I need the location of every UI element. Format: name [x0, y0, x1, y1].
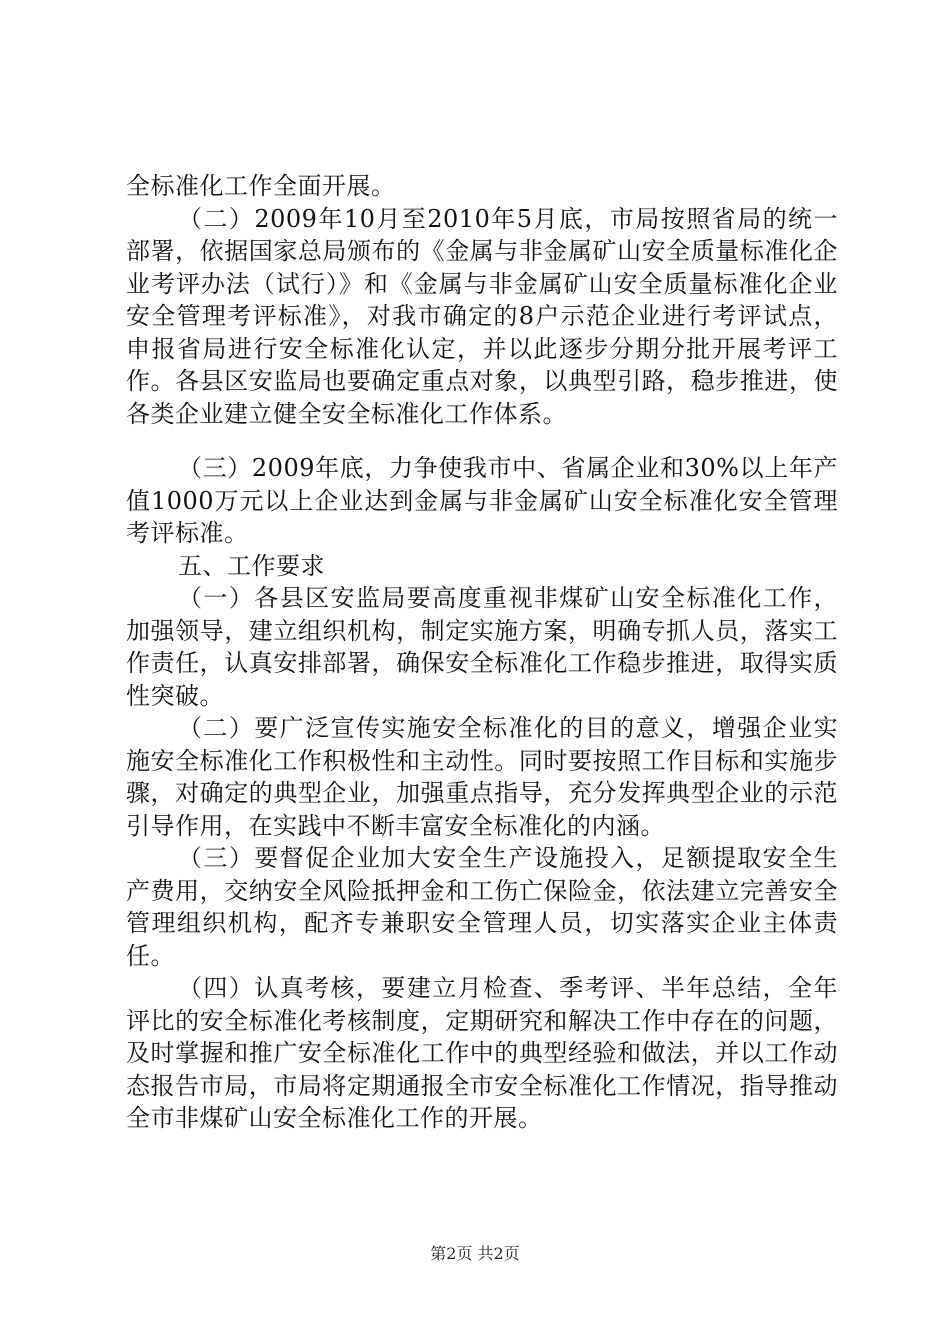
paragraph-item-3-target: （三）2009年底，力争使我市中、省属企业和30%以上年产值1000万元以上企业达到金属与非金属矿山安全标准化安全管理考评标准。 — [126, 454, 838, 547]
paragraph-requirement-2: （二）要广泛宣传实施安全标准化的目的意义，增强企业实施安全标准化工作积极性和主动性。同时要按照工作目标和实施步骤，对确定的典型企业，加强重点指导，充分发挥典型企业的示范引导作用，在实践中不断丰富安全标准化的内涵。 — [126, 714, 838, 840]
paragraph-requirement-1: （一）各县区安监局要高度重视非煤矿山安全标准化工作，加强领导，建立组织机构，制定实施方案，明确专抓人员，落实工作责任，认真安排部署，确保安全标准化工作稳步推进，取得实质性突破。 — [126, 584, 838, 710]
paragraph-item-2-schedule: （二）2009年10月至2010年5月底，市局按照省局的统一部署，依据国家总局颁布的《金属与非金属矿山安全质量标准化企业考评办法（试行）》和《金属与非金属矿山安全质量标准化企业安全管理考评标准》，对我市确定的8户示范企业进行考评试点，申报省局进行安全标准化认定，并以此逐步分期分批开展考评工作。各县区安监局也要确定重点对象，以典型引路，稳步推进，使各类企业建立健全安全标准化工作体系。 — [126, 204, 838, 428]
section-heading-work-requirements: 五、工作要求 — [178, 551, 325, 580]
document-body — [126, 170, 838, 1135]
page-number-footer: 第2页 共2页 — [430, 1244, 520, 1263]
paragraph-requirement-3: （三）要督促企业加大安全生产设施投入，足额提取安全生产费用，交纳安全风险抵押金和工伤亡保险金，依法建立完善安全管理组织机构，配齐专兼职安全管理人员，切实落实企业主体责任。 — [126, 844, 838, 970]
paragraph-continuation: 全标准化工作全面开展。 — [126, 172, 396, 200]
paragraph-requirement-4: （四）认真考核，要建立月检查、季考评、半年总结，全年评比的安全标准化考核制度，定期研究和解决工作中存在的问题，及时掌握和推广安全标准化工作中的典型经验和做法，并以工作动态报告市局，市局将定期通报全市安全标准化工作情况，指导推动全市非煤矿山安全标准化工作的开展。 — [126, 974, 838, 1132]
